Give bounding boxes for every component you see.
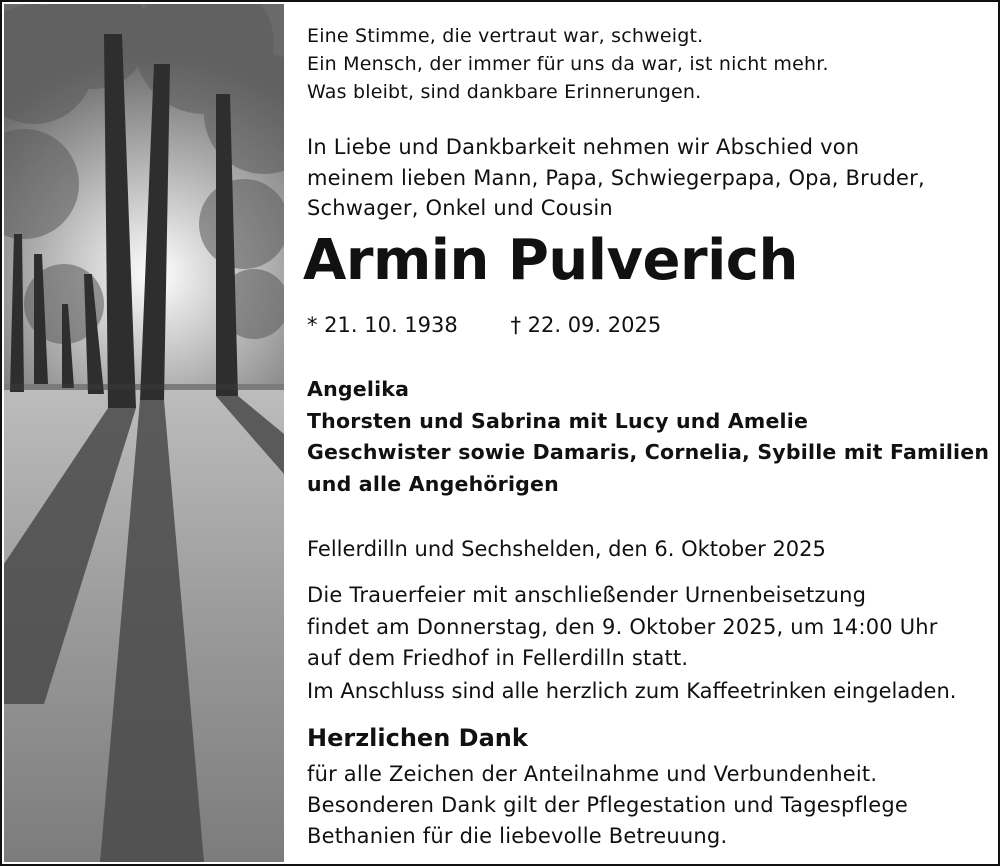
verse-line: Eine Stimme, die vertraut war, schweigt. — [307, 25, 704, 47]
intro-line: Schwager, Onkel und Cousin — [307, 196, 613, 220]
intro-line: In Liebe und Dankbarkeit nehmen wir Abschied von — [307, 135, 860, 159]
thanks-line: Besonderen Dank gilt der Pflegestation und Tagespflege — [307, 793, 908, 817]
mourner-line: Angelika — [307, 377, 410, 401]
service-line: auf dem Friedhof in Fellerdilln statt. — [307, 646, 689, 670]
intro-line: meinem lieben Mann, Papa, Schwiegerpapa, Opa, Bruder, — [307, 165, 925, 190]
deceased-name: Armin Pulverich — [303, 228, 798, 293]
thanks-text — [307, 759, 908, 852]
park-trees-photo — [4, 4, 284, 862]
farewell-intro — [307, 132, 925, 224]
death-date: † 22. 09. 2025 — [510, 313, 662, 337]
mourners-list — [307, 374, 989, 500]
service-line: Die Trauerfeier mit anschließender Urnenbeisetzung — [307, 583, 867, 607]
mourner-line: Geschwister sowie Damaris, Cornelia, Sybille mit Familien — [307, 440, 990, 464]
service-line: findet am Donnerstag, den 9. Oktober 2025, um 14:00 Uhr — [307, 614, 938, 639]
verse-line: Ein Mensch, der immer für uns da war, ist nicht mehr. — [307, 53, 829, 75]
life-dates — [307, 313, 661, 337]
verse-line: Was bleibt, sind dankbare Erinnerungen. — [307, 81, 702, 103]
thanks-heading: Herzlichen Dank — [307, 724, 528, 752]
memorial-verse — [307, 22, 829, 106]
place-and-date: Fellerdilln und Sechshelden, den 6. Oktober 2025 — [307, 537, 826, 561]
mourner-line: Thorsten und Sabrina mit Lucy und Amelie — [307, 408, 809, 433]
thanks-line: für alle Zeichen der Anteilnahme und Verbundenheit. — [307, 762, 878, 786]
coffee-invitation: Im Anschluss sind alle herzlich zum Kaffeetrinken eingeladen. — [307, 679, 957, 703]
thanks-line: Bethanien für die liebevolle Betreuung. — [307, 824, 728, 848]
birth-date: * 21. 10. 1938 — [307, 313, 458, 337]
mourner-line: und alle Angehörigen — [307, 471, 559, 496]
funeral-service-info — [307, 580, 938, 675]
